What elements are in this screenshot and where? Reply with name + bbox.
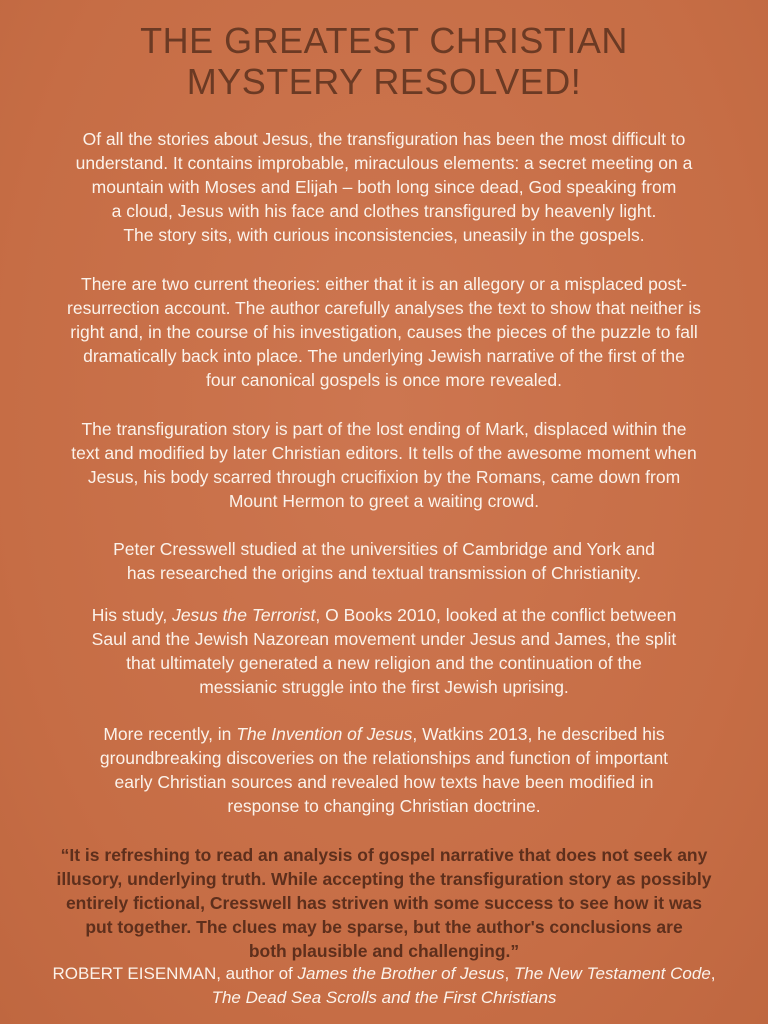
text-line: four canonical gospels is once more revealed.: [205, 370, 563, 390]
book-title: The New Testament Code: [513, 964, 711, 983]
text-line: Mount Hermon to greet a waiting crowd.: [228, 491, 540, 511]
text-line: a cloud, Jesus with his face and clothes transfigured by heavenly light.: [111, 201, 657, 221]
text-run: , author of: [216, 964, 298, 983]
paragraph-jesus-the-terrorist: [20, 603, 748, 699]
paragraph-current-theories: [20, 272, 748, 392]
paragraph-lost-ending: [20, 417, 748, 513]
paragraph-invention-of-jesus: [20, 722, 748, 818]
text-line: early Christian sources and revealed how texts have been modified in: [114, 772, 654, 792]
text-line: that ultimately generated a new religion and the continuation of the: [126, 653, 642, 673]
paragraph-author-bio: [20, 537, 748, 585]
headline-line-1: THE GREATEST CHRISTIAN: [140, 20, 628, 61]
book-title: James the Brother of Jesus: [297, 964, 505, 983]
paragraph-transfiguration-intro: [20, 127, 748, 247]
text-line: messianic struggle into the first Jewish uprising.: [199, 677, 569, 697]
endorser-name: ROBERT EISENMAN: [52, 964, 217, 983]
text-line: resurrection account. The author carefully analyses the text to show that neither is: [67, 298, 701, 318]
text-line: text and modified by later Christian editors. It tells of the awesome moment when: [71, 443, 697, 463]
endorsement-quote: [10, 843, 758, 963]
text-line: Saul and the Jewish Nazorean movement under Jesus and James, the split: [91, 629, 677, 649]
endorsement-attribution: [0, 962, 768, 1010]
text-line: Of all the stories about Jesus, the transfiguration has been the most difficult to: [82, 129, 686, 149]
attribution-line-2: [0, 986, 768, 1010]
text-line: understand. It contains improbable, miraculous elements: a secret meeting on a: [75, 153, 693, 173]
quote-line: entirely fictional, Cresswell has striven with some success to see how it was: [65, 893, 703, 913]
text-run: , Watkins 2013, he described his: [412, 724, 665, 744]
text-run: , O Books 2010, looked at the conflict between: [315, 605, 677, 625]
quote-line: put together. The clues may be sparse, but the author's conclusions are: [85, 917, 683, 937]
text-line: has researched the origins and textual transmission of Christianity.: [126, 563, 642, 583]
quote-line: illusory, underlying truth. While accepting the transfiguration story as possibly: [56, 869, 712, 889]
book-title: The Dead Sea Scrolls and the First Christians: [211, 988, 557, 1007]
text-run: More recently, in: [103, 724, 237, 744]
text-line: groundbreaking discoveries on the relationships and function of important: [99, 748, 669, 768]
attribution-line-1: [0, 962, 768, 986]
text-run: ,: [710, 964, 716, 983]
headline: [0, 20, 768, 102]
text-run: ,: [504, 964, 514, 983]
text-line: [20, 603, 748, 627]
quote-line: both plausible and challenging.”: [248, 941, 520, 961]
text-line: There are two current theories: either that it is an allegory or a misplaced post-: [81, 274, 687, 294]
text-line: The story sits, with curious inconsistencies, uneasily in the gospels.: [123, 225, 645, 245]
text-line: Jesus, his body scarred through crucifixion by the Romans, came down from: [87, 467, 681, 487]
text-line: The transfiguration story is part of the lost ending of Mark, displaced within the: [81, 419, 687, 439]
text-line: mountain with Moses and Elijah – both long since dead, God speaking from: [91, 177, 677, 197]
text-run: His study,: [91, 605, 173, 625]
book-title: Jesus the Terrorist: [172, 605, 316, 625]
text-line: right and, in the course of his investigation, causes the pieces of the puzzle to fall: [70, 322, 698, 342]
headline-line-2: MYSTERY RESOLVED!: [186, 61, 582, 102]
book-title: The Invention of Jesus: [236, 724, 413, 744]
text-line: dramatically back into place. The underlying Jewish narrative of the first of the: [83, 346, 685, 366]
quote-line: “It is refreshing to read an analysis of gospel narrative that does not seek any: [60, 845, 708, 865]
text-line: Peter Cresswell studied at the universities of Cambridge and York and: [113, 539, 655, 559]
text-line: [20, 722, 748, 746]
text-line: response to changing Christian doctrine.: [227, 796, 541, 816]
